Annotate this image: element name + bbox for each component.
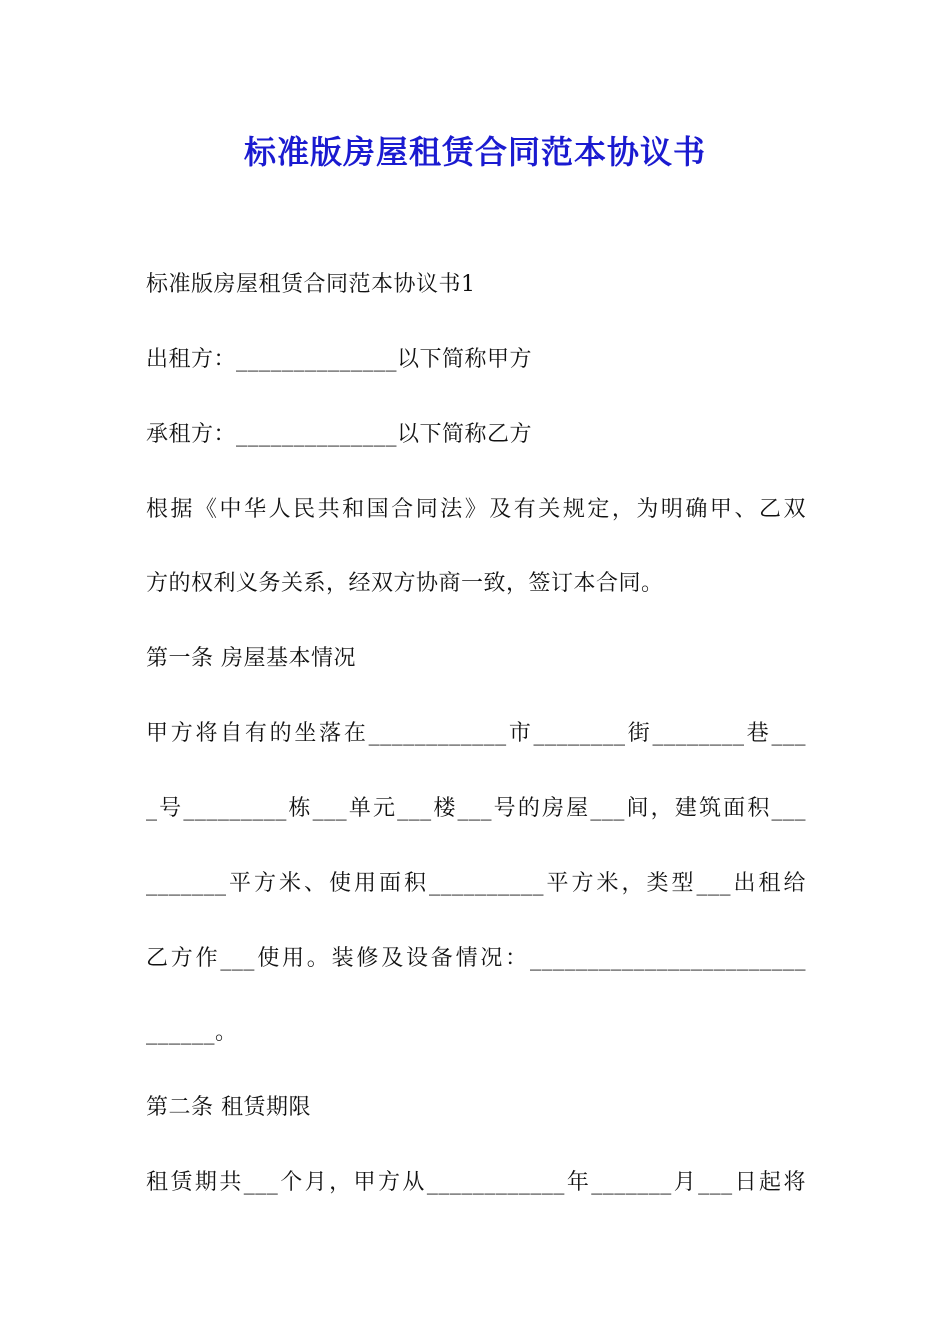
article-2-line-1: 租赁期共___个月，甲方从____________年_______月___日起将	[146, 1170, 806, 1195]
preamble-line-2: 方的权利义务关系，经双方协商一致，签订本合同。	[146, 571, 664, 596]
article-1-line-1: 甲方将自有的坐落在____________市________街________巷___	[146, 721, 806, 746]
article-1-line-2: _号_________栋___单元___楼___号的房屋___间，建筑面积___	[146, 796, 806, 821]
article-2-heading: 第二条 租赁期限	[146, 1095, 311, 1120]
article-1-line-5: ______。	[146, 1020, 238, 1045]
article-1-heading: 第一条 房屋基本情况	[146, 646, 356, 671]
article-1-line-4: 乙方作___使用。装修及设备情况：________________________	[146, 946, 806, 971]
page-title: 标准版房屋租赁合同范本协议书	[243, 133, 706, 171]
lessor-line: 出租方：______________以下简称甲方	[146, 347, 533, 372]
section-heading-1: 标准版房屋租赁合同范本协议书1	[146, 272, 476, 297]
preamble-line-1: 根据《中华人民共和国合同法》及有关规定，为明确甲、乙双	[146, 497, 806, 522]
article-1-line-3: _______平方米、使用面积__________平方米，类型___出租给	[146, 871, 806, 896]
lessee-line: 承租方：______________以下简称乙方	[146, 422, 533, 447]
